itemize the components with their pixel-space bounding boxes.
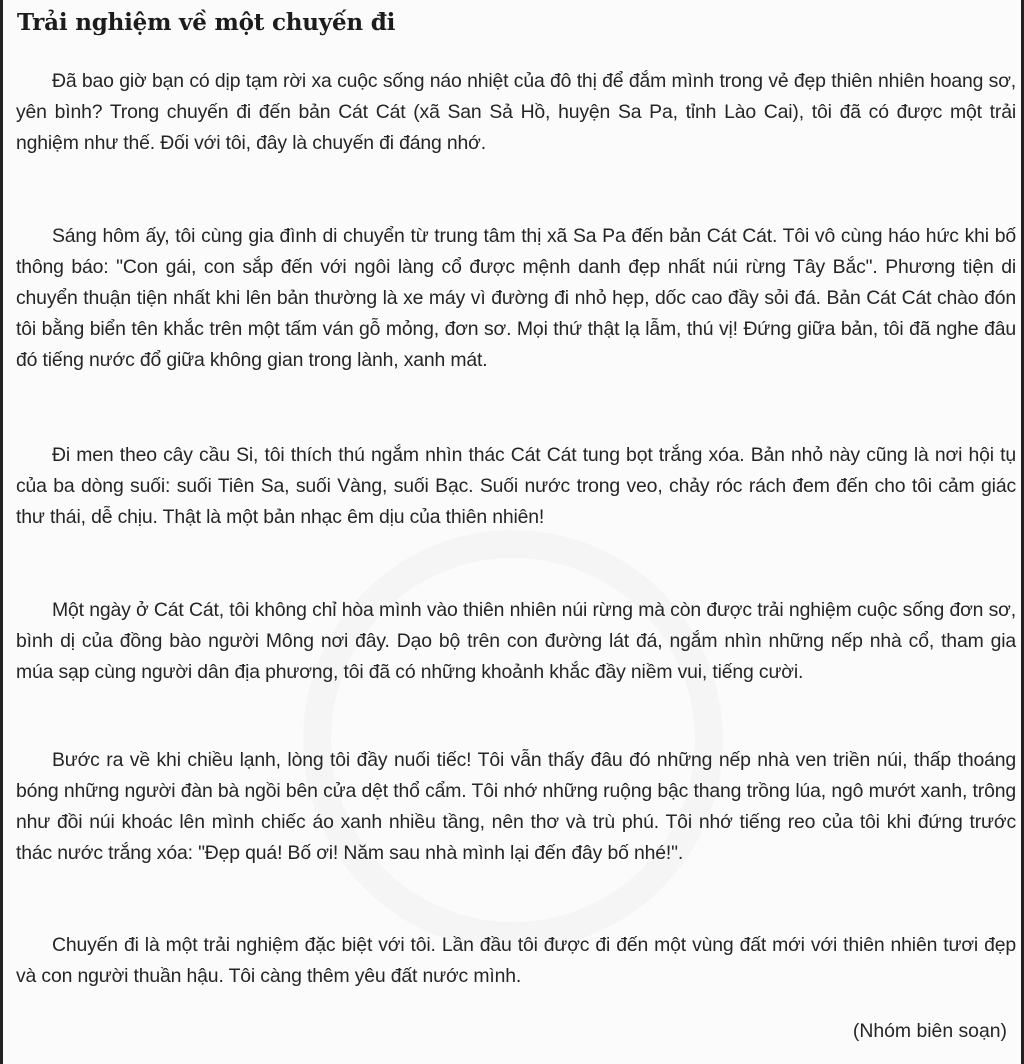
- paragraph-1: Đã bao giờ bạn có dịp tạm rời xa cuộc sống náo nhiệt của đô thị để đắm mình trong vẻ đẹp thiên nhiên hoang sơ, yên bình? Trong chuyến đi đến bản Cát Cát (xã San Sả Hồ, huyện Sa Pa, tỉnh Lào Cai), tôi đã có được một trải nghiệm như thế. Đối với tôi, đây là chuyến đi đáng nhớ.: [16, 70, 1016, 154]
- paragraph-5: Bước ra về khi chiều lạnh, lòng tôi đầy nuối tiếc! Tôi vẫn thấy đâu đó những nếp nhà ven triền núi, thấp thoáng bóng những người đàn bà ngồi bên cửa dệt thổ cẩm. Tôi nhớ những ruộng bậc thang trồng lúa, ngô mướt xanh, trông như đồi núi khoác lên mình chiếc áo xanh nhiều tầng, nên thơ và trù phú. Tôi nhớ tiếng reo của tôi khi đứng trước thác nước trắng xóa: "Đẹp quá! Bố ơi! Năm sau nhà mình lại đến đây bố nhé!".: [16, 749, 1016, 864]
- document-title: Trải nghiệm về một chuyến đi: [17, 9, 396, 36]
- watermark-logo: [303, 530, 723, 950]
- paragraph-2: Sáng hôm ấy, tôi cùng gia đình di chuyển từ trung tâm thị xã Sa Pa đến bản Cát Cát. Tôi vô cùng háo hức khi bố thông báo: "Con gái, con sắp đến với ngôi làng cổ được mệnh danh đẹp nhất núi rừng Tây Bắc". Phương tiện di chuyển thuận tiện nhất khi lên bản thường là xe máy vì đường đi nhỏ hẹp, dốc cao đầy sỏi đá. Bản Cát Cát chào đón tôi bằng biển tên khắc trên một tấm ván gỗ mỏng, đơn sơ. Mọi thứ thật lạ lẫm, thú vị! Đứng giữa bản, tôi đã nghe đâu đó tiếng nước đổ giữa không gian trong lành, xanh mát.: [16, 225, 1016, 371]
- paragraph-4: Một ngày ở Cát Cát, tôi không chỉ hòa mình vào thiên nhiên núi rừng mà còn được trải nghiệm cuộc sống đơn sơ, bình dị của đồng bào người Mông nơi đây. Dạo bộ trên con đường lát đá, ngắm nhìn những nếp nhà cổ, tham gia múa sạp cùng người dân địa phương, tôi đã có những khoảnh khắc đầy niềm vui, tiếng cười.: [16, 599, 1016, 683]
- paragraph-3: Đi men theo cây cầu Si, tôi thích thú ngắm nhìn thác Cát Cát tung bọt trắng xóa. Bản nhỏ này cũng là nơi hội tụ của ba dòng suối: suối Tiên Sa, suối Vàng, suối Bạc. Suối nước trong veo, chảy róc rách đem đến cho tôi cảm giác thư thái, dễ chịu. Thật là một bản nhạc êm dịu của thiên nhiên!: [16, 444, 1016, 528]
- author-credit: (Nhóm biên soạn): [852, 1020, 1007, 1042]
- paragraph-6: Chuyến đi là một trải nghiệm đặc biệt với tôi. Lần đầu tôi được đi đến một vùng đất mới với thiên nhiên tươi đẹp và con người thuần hậu. Tôi càng thêm yêu đất nước mình.: [16, 934, 1016, 987]
